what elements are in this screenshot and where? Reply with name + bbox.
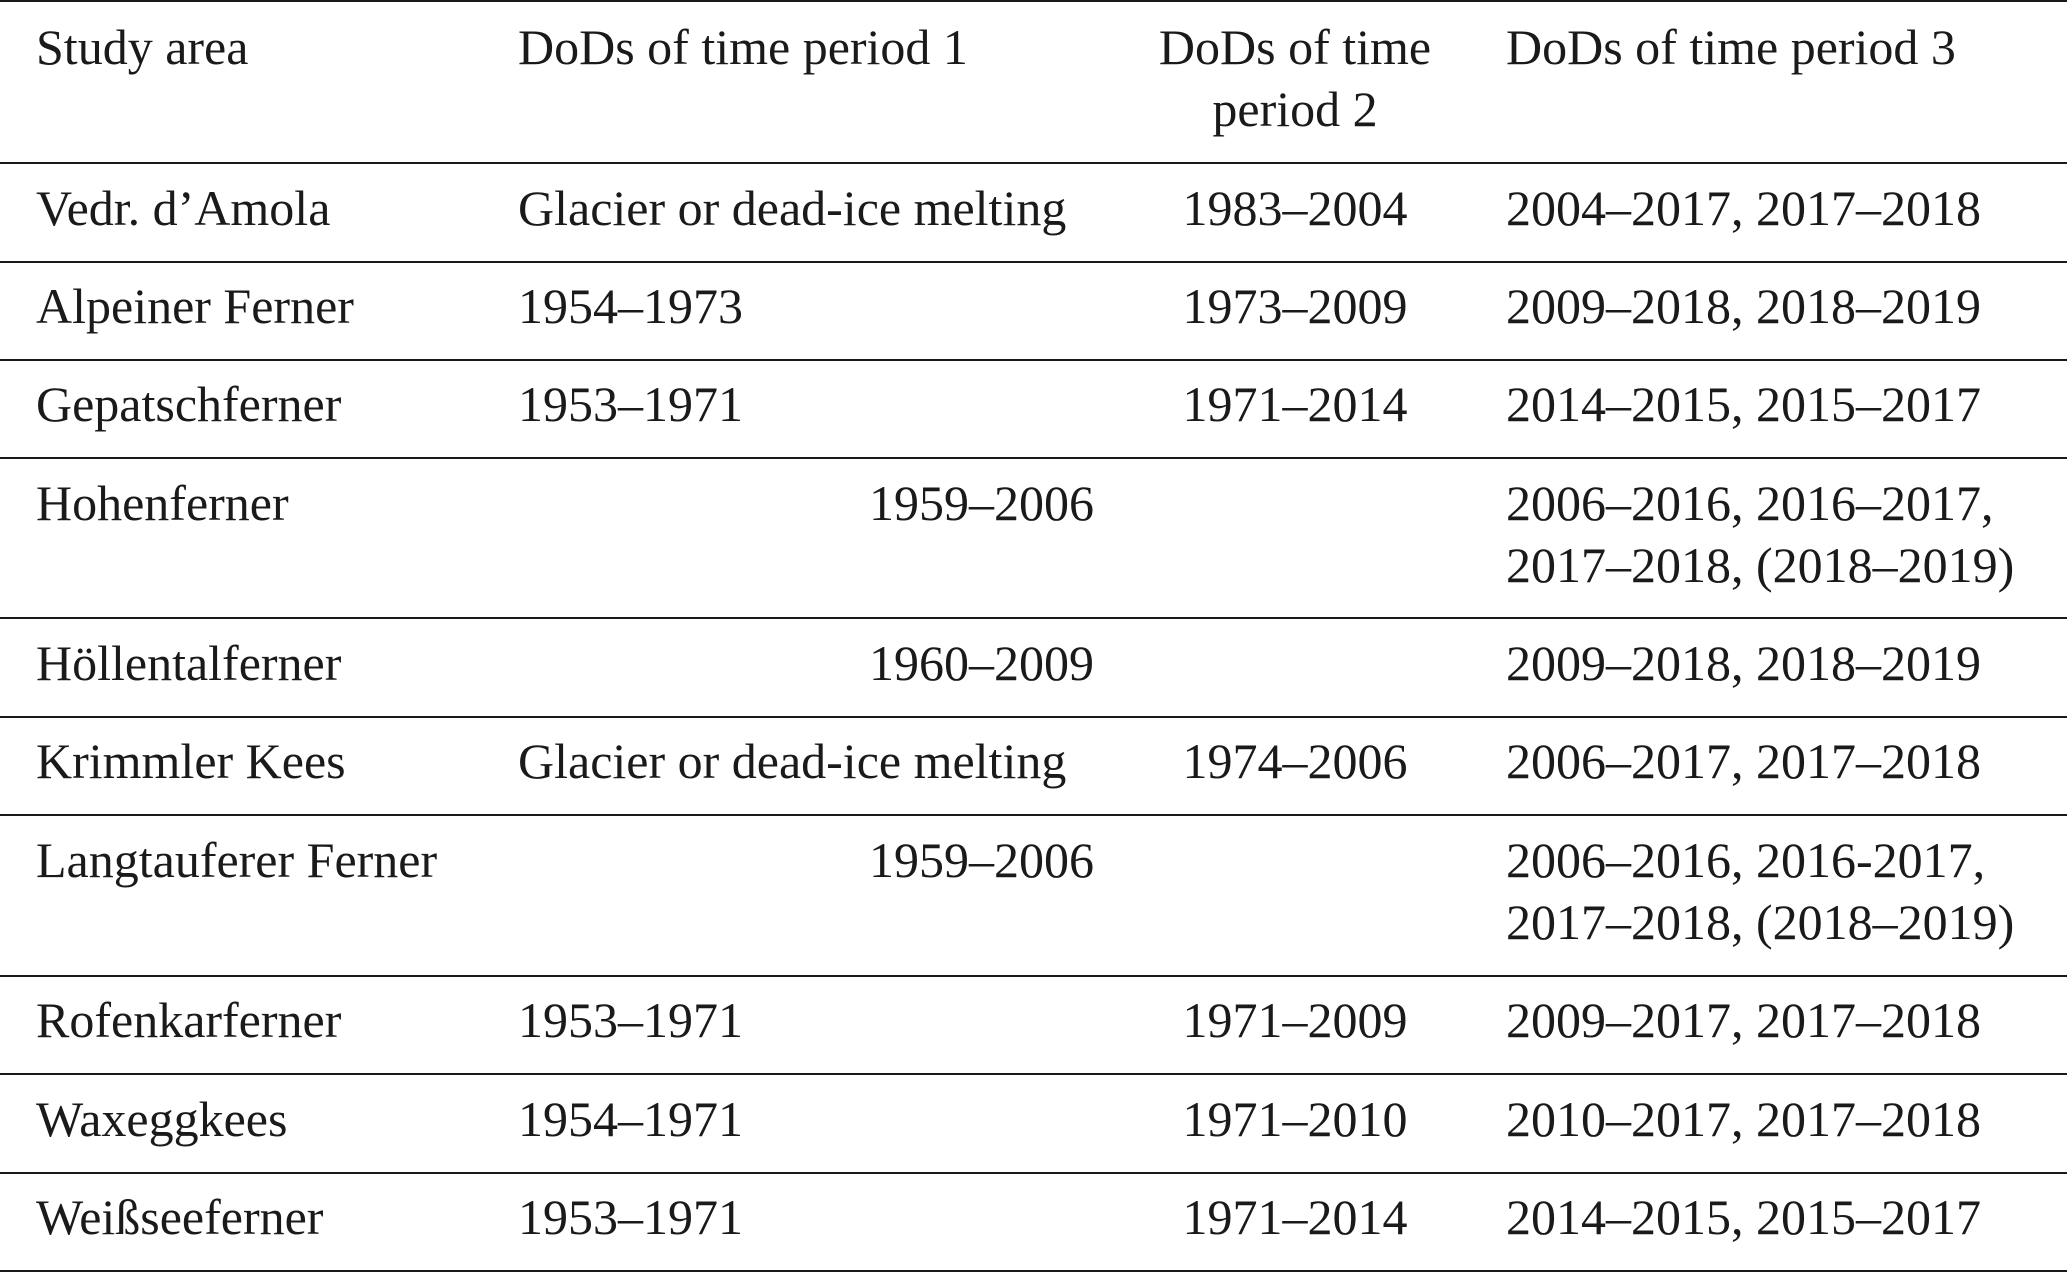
header-period-2-line-1: DoDs of time: [1158, 19, 1432, 75]
table-cell-period-1: 1953–1971: [518, 992, 743, 1048]
row-rule: [0, 716, 2067, 718]
row-rule: [0, 261, 2067, 263]
table-cell-period-3: 2009–2018, 2018–2019: [1506, 635, 1981, 691]
row-rule: [0, 1073, 2067, 1075]
table-cell-period-1: 1954–1973: [518, 278, 743, 334]
bottom-rule: [0, 1270, 2067, 1272]
table-cell-period-2: 1971–2014: [1182, 376, 1408, 432]
table-cell-period-2: 1973–2009: [1182, 278, 1408, 334]
row-rule: [0, 975, 2067, 977]
table-cell-period-1: 1954–1971: [518, 1091, 743, 1147]
table-cell-period-3: 2006–2017, 2017–2018: [1506, 733, 1981, 789]
table-cell-period-3: 2010–2017, 2017–2018: [1506, 1091, 1981, 1147]
table-cell-period-3: 2006–2016, 2016–2017,: [1506, 475, 1994, 531]
row-rule: [0, 457, 2067, 459]
table-cell-period-1: 1953–1971: [518, 1189, 743, 1245]
table-cell-period-1: Glacier or dead-ice melting: [518, 180, 1067, 236]
table-cell-period-2: 1983–2004: [1182, 180, 1408, 236]
table-cell-period-1-2-merged: 1959–2006: [869, 475, 1094, 531]
table-cell-period-3: 2009–2017, 2017–2018: [1506, 992, 1981, 1048]
table-cell-study-area: Höllentalferner: [36, 635, 342, 691]
table-cell-period-1: Glacier or dead-ice melting: [518, 733, 1067, 789]
row-rule: [0, 359, 2067, 361]
table-cell-study-area: Waxeggkees: [36, 1091, 288, 1147]
table-cell-study-area: Langtauferer Ferner: [36, 832, 438, 888]
table-cell-period-1-2-merged: 1960–2009: [869, 635, 1094, 691]
table-cell-period-2: 1971–2010: [1182, 1091, 1408, 1147]
table-cell-study-area: Alpeiner Ferner: [36, 278, 354, 334]
table-cell-period-3: 2004–2017, 2017–2018: [1506, 180, 1981, 236]
table-cell-period-1-2-merged: 1959–2006: [869, 832, 1094, 888]
header-period-1: DoDs of time period 1: [518, 19, 968, 75]
table-cell-study-area: Gepatschferner: [36, 376, 342, 432]
table-cell-period-3: 2009–2018, 2018–2019: [1506, 278, 1981, 334]
table-cell-study-area: Krimmler Kees: [36, 733, 346, 789]
row-rule: [0, 1172, 2067, 1174]
table-cell-study-area: Vedr. d’Amola: [36, 180, 331, 236]
row-rule: [0, 814, 2067, 816]
table-cell-period-1: 1953–1971: [518, 376, 743, 432]
header-period-2-line-2: period 2: [1212, 81, 1378, 137]
row-rule: [0, 617, 2067, 619]
table-cell-period-3: 2014–2015, 2015–2017: [1506, 1189, 1981, 1245]
table-cell-period-3: 2014–2015, 2015–2017: [1506, 376, 1981, 432]
table-cell-period-3: 2006–2016, 2016-2017,: [1506, 832, 1986, 888]
table-cell-study-area: Hohenferner: [36, 475, 289, 531]
table-cell-period-2: 1971–2014: [1182, 1189, 1408, 1245]
table-cell-period-3-line-2: 2017–2018, (2018–2019): [1506, 537, 2015, 593]
header-rule: [0, 162, 2067, 164]
table-cell-study-area: Weißseeferner: [36, 1189, 324, 1245]
table-cell-period-2: 1971–2009: [1182, 992, 1408, 1048]
top-rule: [0, 0, 2067, 2]
header-study-area: Study area: [36, 19, 249, 75]
header-period-3: DoDs of time period 3: [1506, 19, 1956, 75]
table-cell-study-area: Rofenkarferner: [36, 992, 342, 1048]
table-cell-period-2: 1974–2006: [1182, 733, 1408, 789]
table-cell-period-3-line-2: 2017–2018, (2018–2019): [1506, 894, 2015, 950]
